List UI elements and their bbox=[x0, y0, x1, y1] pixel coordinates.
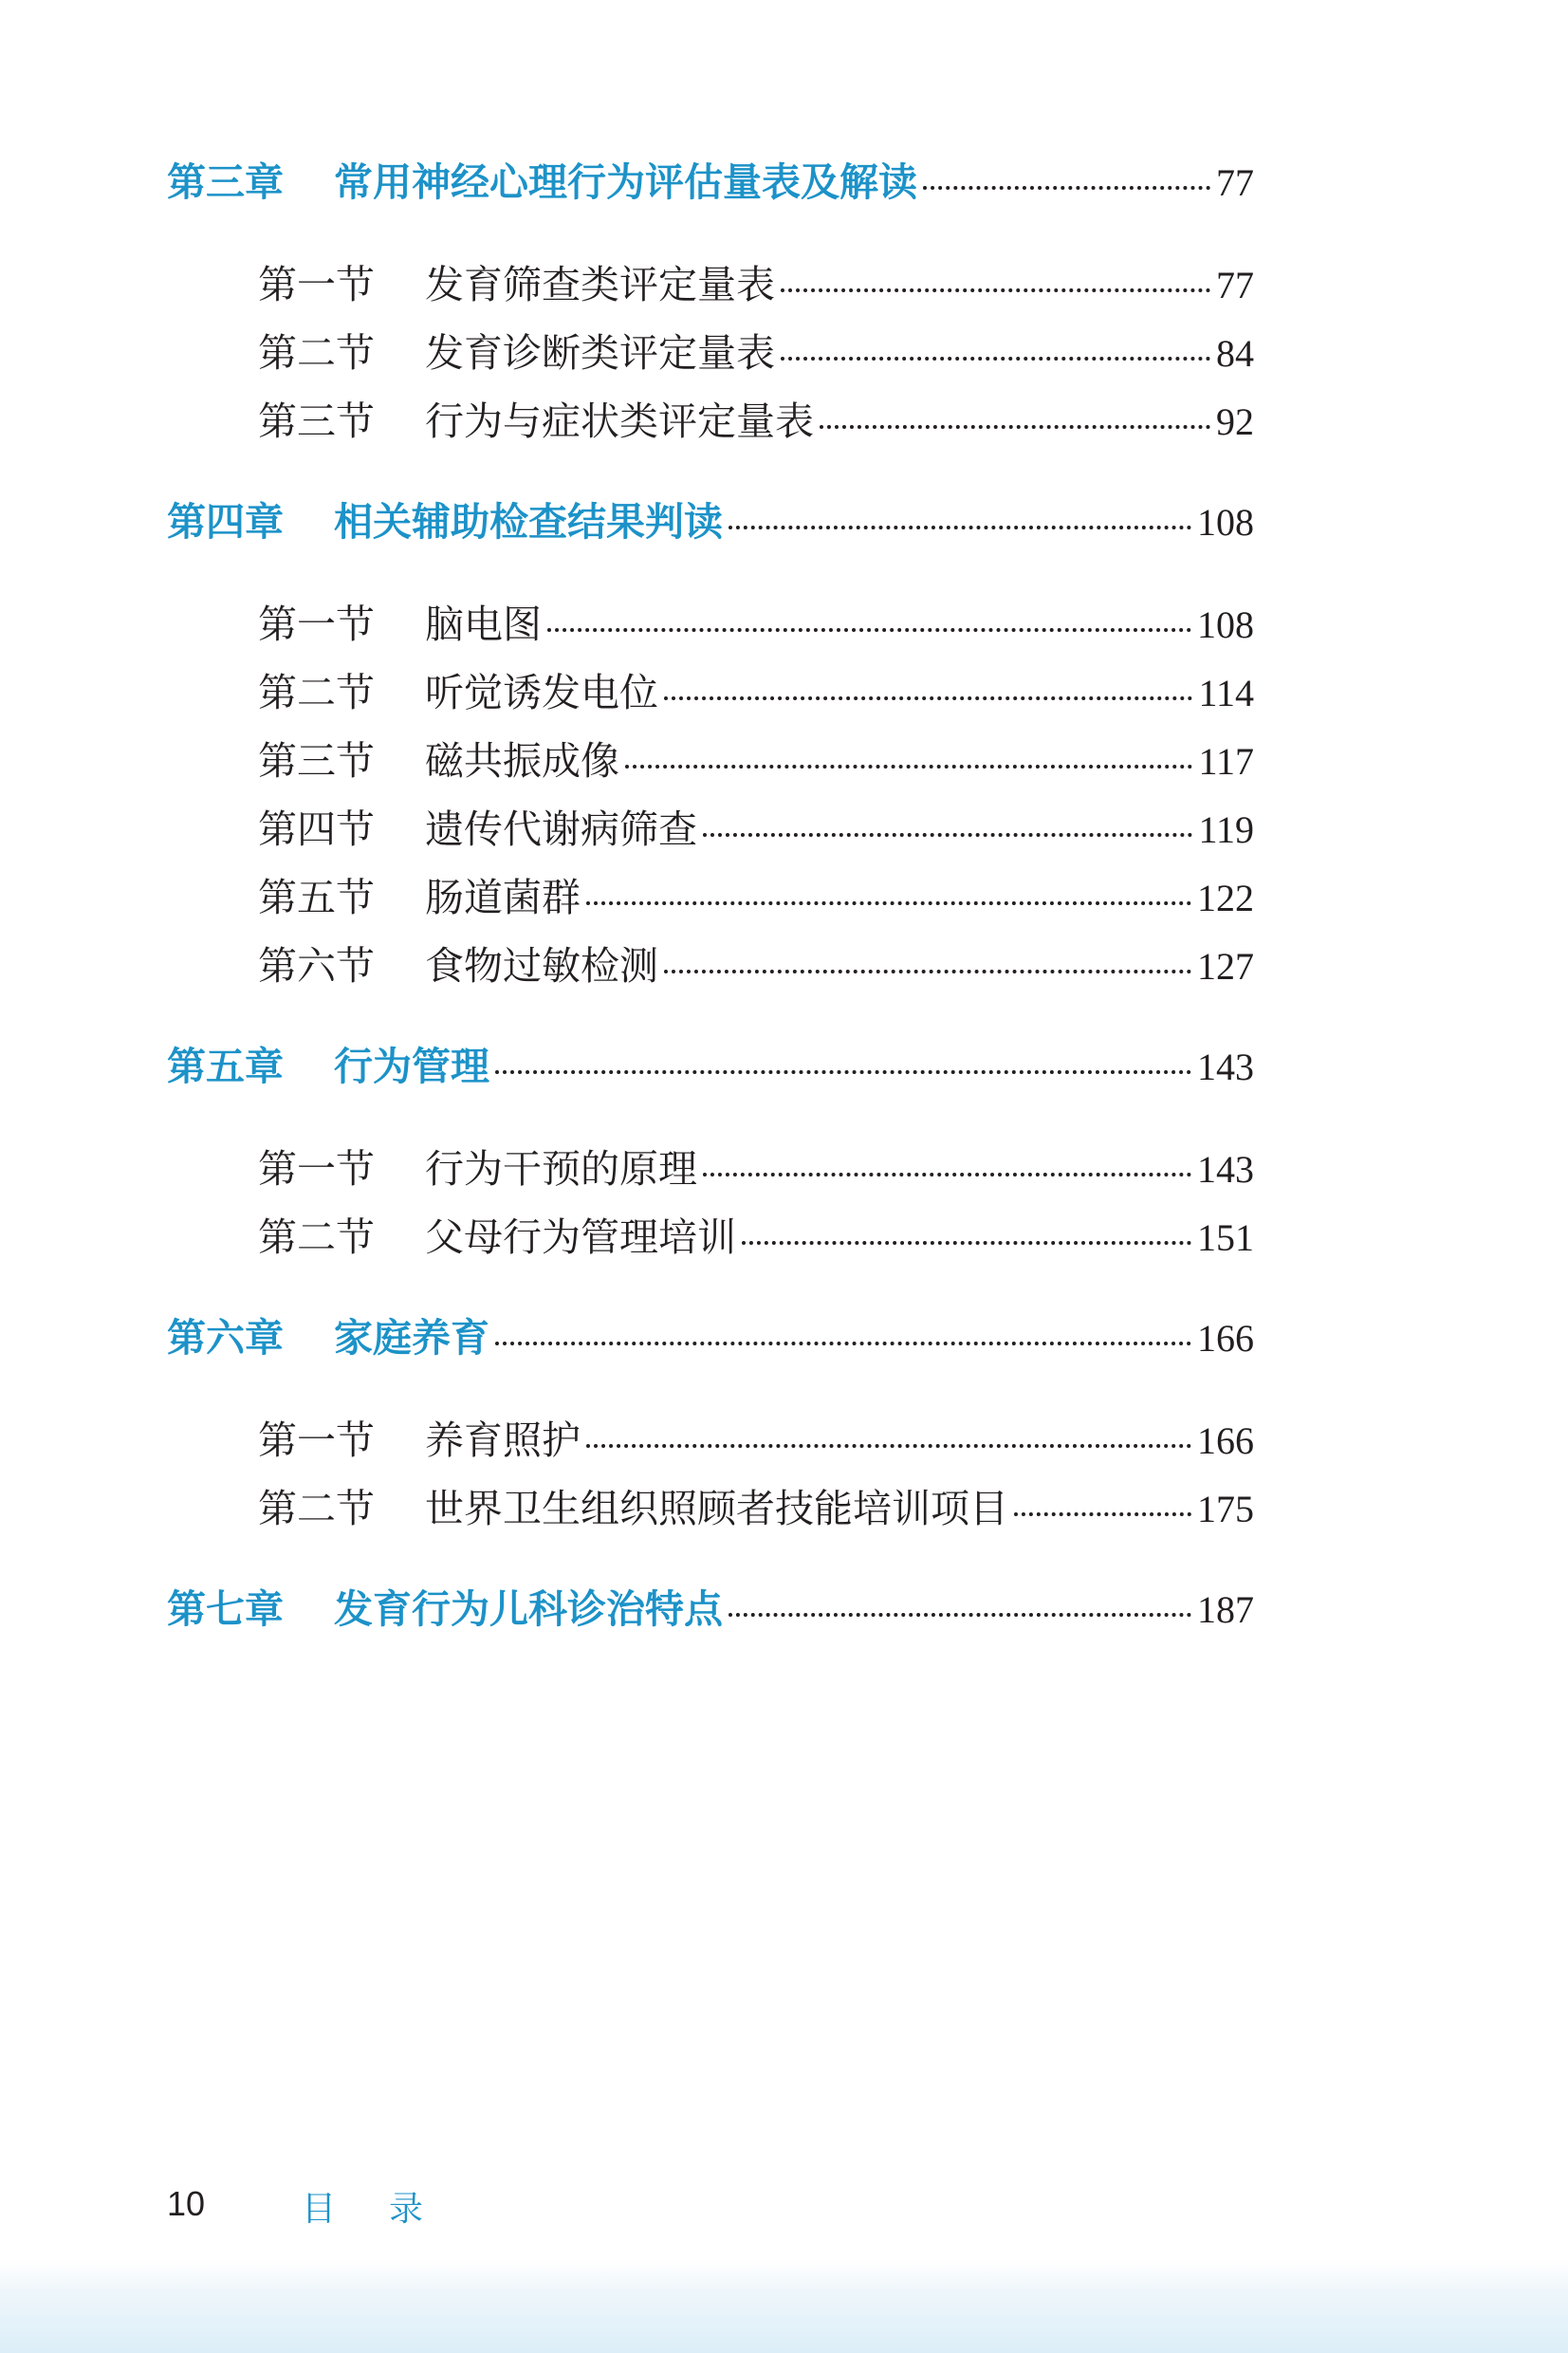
page-number: 175 bbox=[1197, 1488, 1254, 1530]
section-title: 磁共振成像 bbox=[425, 738, 619, 784]
dot-leader bbox=[703, 1173, 1191, 1176]
dot-leader bbox=[703, 833, 1192, 837]
dot-leader bbox=[664, 696, 1192, 700]
toc-section[interactable] bbox=[258, 1146, 1254, 1192]
section-title: 世界卫生组织照顾者技能培训项目 bbox=[425, 1486, 1008, 1531]
toc-section[interactable] bbox=[258, 330, 1254, 376]
toc-section[interactable] bbox=[258, 1486, 1254, 1531]
section-title: 听觉诱发电位 bbox=[425, 670, 658, 715]
chapter-number: 第四章 bbox=[167, 499, 284, 545]
toc-section[interactable] bbox=[258, 398, 1254, 444]
chapter-title: 行为管理 bbox=[334, 1044, 489, 1089]
page-number: 122 bbox=[1197, 877, 1254, 919]
page-number: 84 bbox=[1216, 332, 1254, 375]
section-title: 食物过敏检测 bbox=[425, 943, 658, 989]
page-number: 151 bbox=[1197, 1216, 1254, 1259]
dot-leader bbox=[781, 288, 1210, 292]
toc-section[interactable] bbox=[258, 670, 1254, 715]
page-number: 108 bbox=[1197, 603, 1254, 646]
toc-section[interactable] bbox=[258, 1417, 1254, 1463]
chapter-title: 发育行为儿科诊治特点 bbox=[334, 1586, 723, 1632]
section-number: 第一节 bbox=[258, 262, 375, 307]
section-number: 第五节 bbox=[258, 875, 375, 920]
page-number: 77 bbox=[1216, 264, 1254, 306]
chapter-title: 相关辅助检查结果判读 bbox=[334, 499, 723, 545]
toc-section[interactable] bbox=[258, 943, 1254, 989]
section-number: 第二节 bbox=[258, 330, 375, 376]
page-number: 143 bbox=[1197, 1046, 1254, 1088]
section-number: 第一节 bbox=[258, 602, 375, 647]
dot-leader bbox=[820, 425, 1210, 429]
page-number: 143 bbox=[1197, 1148, 1254, 1191]
dot-leader bbox=[729, 526, 1191, 529]
page-number: 127 bbox=[1197, 945, 1254, 988]
dot-leader bbox=[729, 1613, 1191, 1617]
section-title: 肠道菌群 bbox=[425, 875, 581, 920]
bottom-gradient-band bbox=[0, 2260, 1568, 2353]
chapter-number: 第六章 bbox=[167, 1315, 284, 1361]
dot-leader bbox=[586, 1444, 1191, 1448]
section-number: 第二节 bbox=[258, 1214, 375, 1260]
footer-page-number: 10 bbox=[167, 2184, 206, 2223]
section-title: 行为与症状类评定量表 bbox=[425, 398, 814, 444]
section-title: 遗传代谢病筛查 bbox=[425, 806, 697, 852]
dot-leader bbox=[1014, 1512, 1191, 1516]
dot-leader bbox=[742, 1241, 1191, 1245]
footer-section-label: 目录 bbox=[302, 2190, 477, 2229]
toc-chapter-7[interactable] bbox=[167, 1586, 1254, 1632]
toc-chapter-6[interactable] bbox=[167, 1315, 1254, 1361]
section-title: 养育照护 bbox=[425, 1417, 581, 1463]
chapter-number: 第五章 bbox=[167, 1044, 284, 1089]
section-number: 第四节 bbox=[258, 806, 375, 852]
toc-section[interactable] bbox=[258, 262, 1254, 307]
page-number: 117 bbox=[1198, 740, 1254, 783]
section-title: 发育筛查类评定量表 bbox=[425, 262, 775, 307]
toc-chapter-5[interactable] bbox=[167, 1044, 1254, 1089]
dot-leader bbox=[625, 765, 1192, 769]
toc-section[interactable] bbox=[258, 875, 1254, 920]
page-number: 108 bbox=[1197, 501, 1254, 544]
section-title: 父母行为管理培训 bbox=[425, 1214, 736, 1260]
section-title: 发育诊断类评定量表 bbox=[425, 330, 775, 376]
dot-leader bbox=[664, 970, 1191, 973]
toc-chapter-4[interactable] bbox=[167, 499, 1254, 545]
toc-section[interactable] bbox=[258, 738, 1254, 784]
section-number: 第二节 bbox=[258, 670, 375, 715]
section-number: 第一节 bbox=[258, 1417, 375, 1463]
section-number: 第一节 bbox=[258, 1146, 375, 1192]
page-number: 166 bbox=[1197, 1317, 1254, 1360]
section-title: 行为干预的原理 bbox=[425, 1146, 697, 1192]
page-number: 77 bbox=[1216, 161, 1254, 204]
section-number: 第三节 bbox=[258, 738, 375, 784]
dot-leader bbox=[923, 186, 1210, 190]
dot-leader bbox=[495, 1342, 1191, 1345]
page-number: 119 bbox=[1198, 808, 1254, 851]
toc-section[interactable] bbox=[258, 806, 1254, 852]
section-number: 第六节 bbox=[258, 943, 375, 989]
page-number: 187 bbox=[1197, 1588, 1254, 1631]
dot-leader bbox=[781, 357, 1210, 361]
chapter-number: 第三章 bbox=[167, 159, 284, 205]
toc-section[interactable] bbox=[258, 602, 1254, 647]
page-number: 114 bbox=[1198, 672, 1254, 714]
chapter-title: 常用神经心理行为评估量表及解读 bbox=[334, 159, 917, 205]
section-number: 第三节 bbox=[258, 398, 375, 444]
toc-chapter-3[interactable] bbox=[167, 159, 1254, 205]
page-number: 92 bbox=[1216, 400, 1254, 443]
section-number: 第二节 bbox=[258, 1486, 375, 1531]
toc-section[interactable] bbox=[258, 1214, 1254, 1260]
page-number: 166 bbox=[1197, 1419, 1254, 1462]
section-title: 脑电图 bbox=[425, 602, 542, 647]
chapter-title: 家庭养育 bbox=[334, 1315, 489, 1361]
chapter-number: 第七章 bbox=[167, 1586, 284, 1632]
dot-leader bbox=[495, 1070, 1191, 1074]
dot-leader bbox=[547, 628, 1191, 632]
dot-leader bbox=[586, 901, 1191, 905]
